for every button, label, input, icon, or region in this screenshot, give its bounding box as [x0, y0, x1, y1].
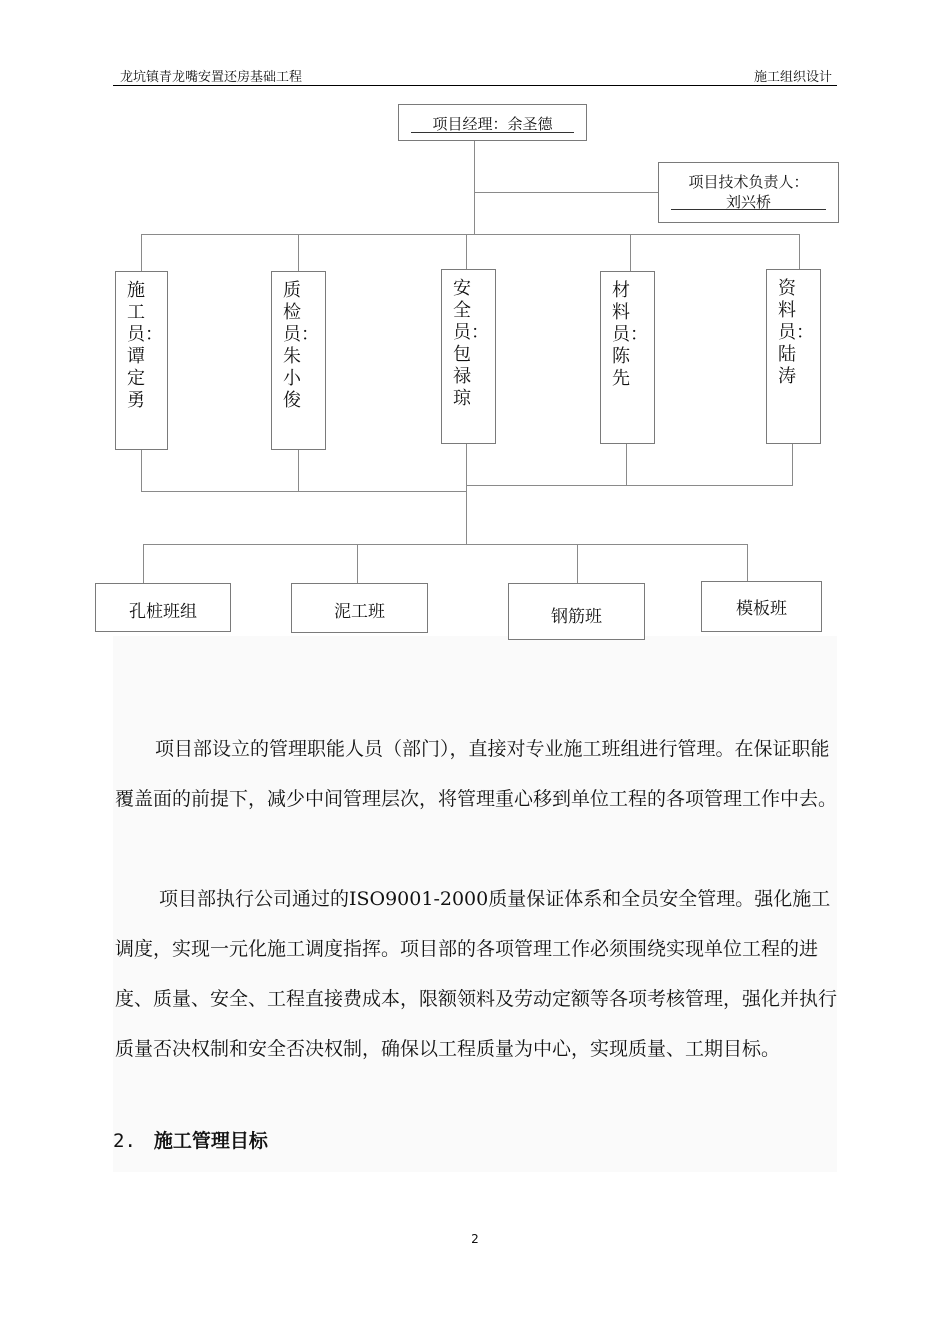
section-title: 施工管理目标: [153, 1130, 268, 1152]
team-formwork-label: 模板班: [736, 599, 787, 619]
role-box-safety: [441, 269, 496, 444]
tech-lead-underline: [671, 209, 826, 210]
paragraph-quality-system: 项目部执行公司通过的ISO9001-2000质量保证体系和全员安全管理。强化施工调度，实现一元化施工调度指挥。项目部的各项管理工作必须围绕实现单位工程的进度、质量、安全、工程直接费成本，限额领料及劳动定额等各项考核管理，强化并执行质量否决权制和安全否决权制，确保以工程质量为中心，实现质量、工期目标。: [115, 888, 838, 1060]
header-divider: [113, 85, 837, 86]
header-document-type: 施工组织设计: [753, 70, 832, 85]
role-quality-label: 质检员：朱小俊: [283, 280, 319, 411]
tech-lead-title: 项目技术负责人：: [688, 173, 809, 191]
tech-lead-name: 刘兴桥: [725, 193, 771, 211]
section-number: 2.: [113, 1130, 136, 1152]
team-box-masonry: [291, 583, 428, 633]
header-project-name: 龙坑镇青龙嘴安置还房基础工程: [120, 70, 303, 85]
team-rebar-label: 钢筋班: [551, 607, 602, 627]
role-records-label: 资料员：陆涛: [778, 278, 814, 387]
role-box-records: [766, 269, 821, 444]
team-box-rebar: [508, 583, 645, 640]
role-materials-label: 材料员：陈先: [612, 280, 648, 389]
page-number: 2: [471, 1232, 479, 1246]
team-box-pile: [95, 583, 231, 632]
role-box-construction: [115, 271, 168, 450]
team-pile-label: 孔桩班组: [129, 602, 197, 622]
paragraph-management-structure: 项目部设立的管理职能人员（部门），直接对专业施工班组进行管理。在保证职能覆盖面的前提下，减少中间管理层次，将管理重心移到单位工程的各项管理工作中去。: [115, 738, 838, 810]
project-manager-label: 项目经理：余圣德: [432, 115, 553, 133]
role-safety-label: 安全员：包禄琼: [453, 278, 489, 409]
role-construction-label: 施工员：谭定勇: [127, 280, 163, 411]
role-box-materials: [600, 271, 655, 444]
project-manager-box: [398, 104, 587, 141]
tech-lead-box: [658, 162, 839, 223]
team-masonry-label: 泥工班: [334, 602, 385, 622]
role-box-quality: [271, 271, 326, 450]
team-box-formwork: [701, 581, 822, 632]
section-heading: [113, 1126, 268, 1153]
manager-underline: [411, 132, 574, 133]
